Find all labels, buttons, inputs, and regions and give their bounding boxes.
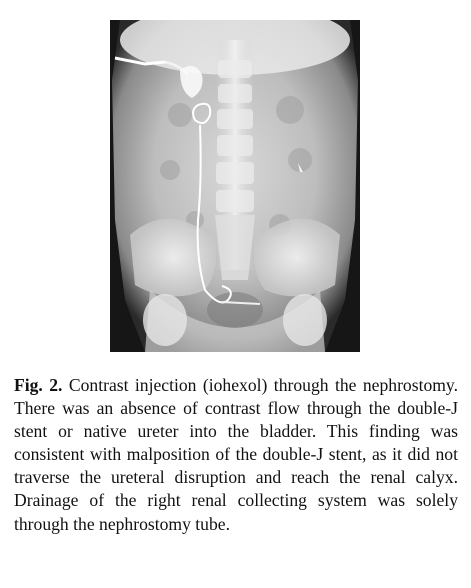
figure-caption: [14, 374, 458, 536]
xray-figure-image: [110, 20, 360, 352]
figure-caption-text: Contrast injection (iohexol) through the nephrostomy. There was an absence of contrast flow through the double-J stent or native ureter into the bladder. This finding was consistent with malposition of the double-J stent, as it did not traverse the ureteral disruption and reach the renal calyx. Drainage of the right renal collecting system was solely through the nephrostomy tube.: [14, 375, 458, 534]
figure-label: Fig. 2.: [14, 375, 63, 395]
